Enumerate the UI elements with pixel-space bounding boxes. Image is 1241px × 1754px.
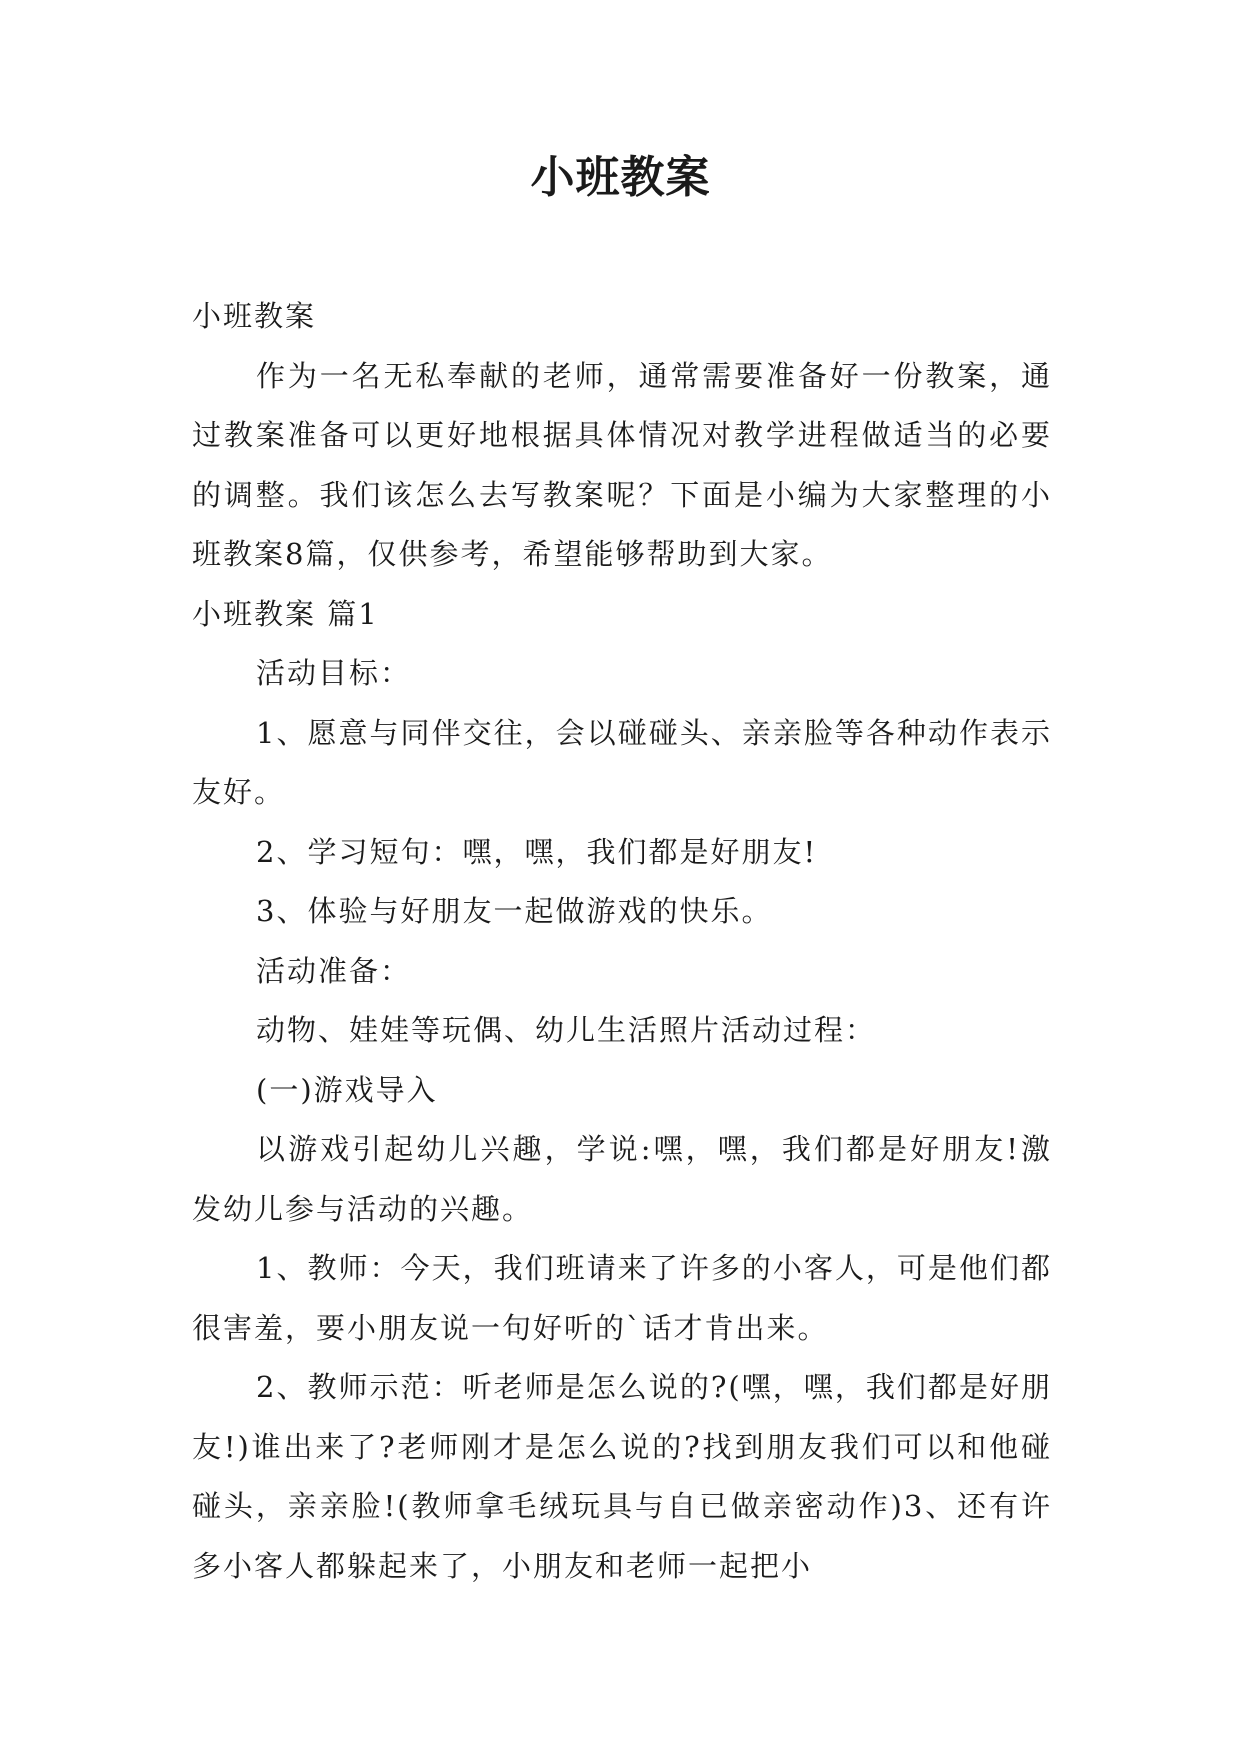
intro-paragraph: 作为一名无私奉献的老师，通常需要准备好一份教案，通过教案准备可以更好地根据具体情况对教学进程做适当的必要的调整。我们该怎么去写教案呢？下面是小编为大家整理的小班教案8篇，仅供参考，希望能够帮助到大家。: [192, 358, 1052, 571]
body-paragraph: 以游戏引起幼儿兴趣，学说:嘿，嘿，我们都是好朋友!激发幼儿参与活动的兴趣。: [192, 1132, 1052, 1226]
goal-item: 3、体验与好朋友一起做游戏的快乐。: [256, 894, 773, 928]
subsection-heading: (一)游戏导入: [256, 1072, 438, 1107]
document-title: 小班教案: [530, 152, 711, 203]
body-paragraph: 2、教师示范：听老师是怎么说的?(嘿，嘿，我们都是好朋友!)谁出来了?老师刚才是怎么说的?找到朋友我们可以和他碰碰头，亲亲脸!(教师拿毛绒玩具与自已做亲密动作)3、还有许多小客人都躲起来了，小朋友和老师一起把小: [192, 1370, 1052, 1583]
body-paragraph: 1、教师：今天，我们班请来了许多的小客人，可是他们都很害羞，要小朋友说一句好听的`话才肯出来。: [192, 1251, 1052, 1345]
body-heading: 小班教案: [192, 299, 317, 333]
goal-item: 2、学习短句：嘿，嘿，我们都是好朋友!: [256, 834, 818, 869]
document-body: [192, 287, 1052, 1596]
activity-prep-heading: 活动准备：: [256, 953, 412, 988]
goal-item: 1、愿意与同伴交往，会以碰碰头、亲亲脸等各种动作表示友好。: [192, 715, 1052, 809]
section-heading: 小班教案 篇1: [192, 596, 379, 631]
activity-goals-heading: 活动目标：: [256, 656, 412, 690]
prep-paragraph: 动物、娃娃等玩偶、幼儿生活照片活动过程：: [256, 1013, 877, 1047]
